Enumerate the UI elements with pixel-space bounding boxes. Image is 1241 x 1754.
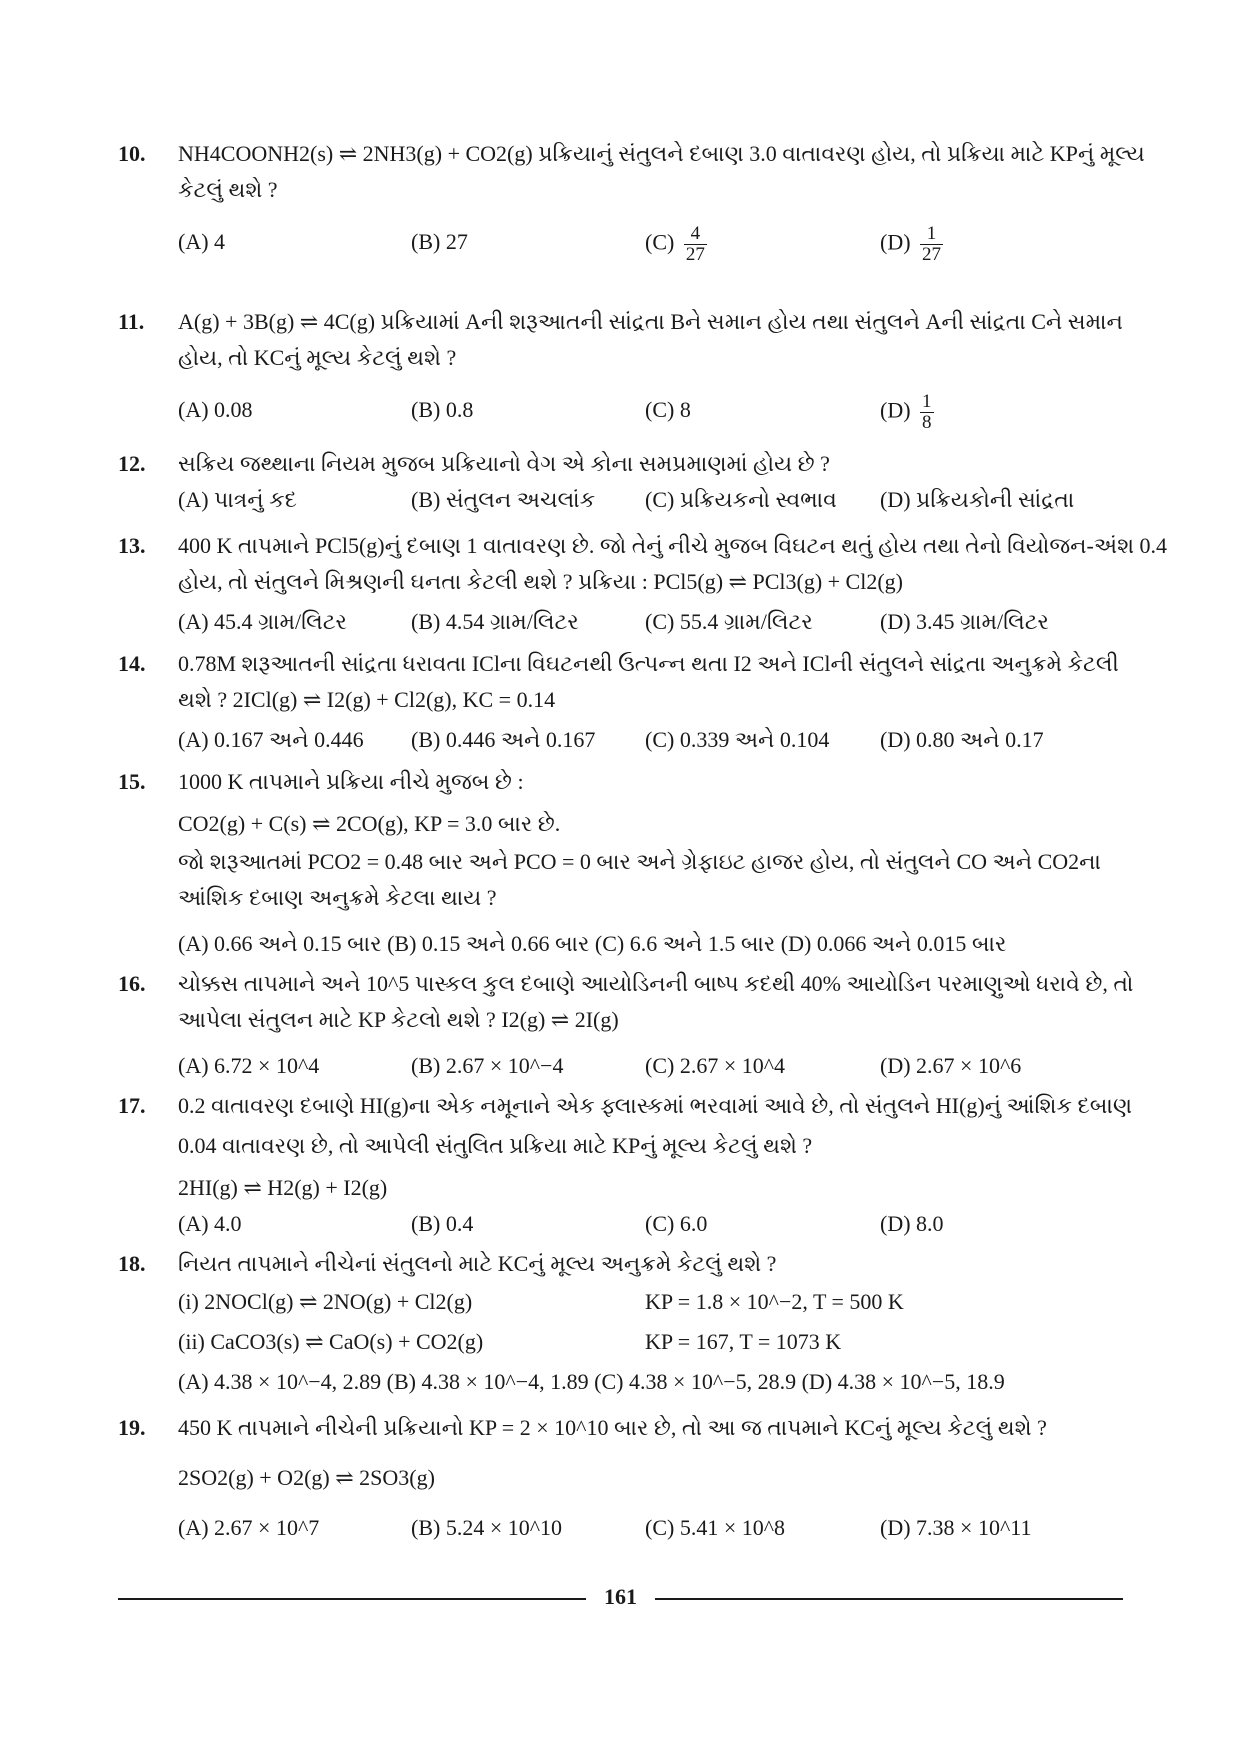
question-text: 0.04 વાતાવરણ છે, તો આપેલી સંતુલિત પ્રક્રિયા માટે KPનું મૂલ્ય કેટલું થશે ? bbox=[178, 1133, 813, 1158]
question-text: આપેલા સંતુલન માટે KP કેટલો થશે ? I2(g) ⇌ 2I(g) bbox=[178, 1007, 619, 1032]
question-number: 13. bbox=[118, 533, 146, 558]
question-15 bbox=[118, 764, 1123, 962]
question-text: સક્રિય જથ્થાના નિયમ મુજબ પ્રક્રિયાનો વેગ એ કોના સમપ્રમાણમાં હોય છે ? bbox=[178, 451, 830, 476]
page-number: 161 bbox=[604, 1584, 637, 1609]
question-12 bbox=[118, 446, 1123, 522]
footer-rule-right bbox=[655, 1598, 1123, 1600]
question-16 bbox=[118, 966, 1134, 1088]
option-d: (D) $\frac{1}{27}$ bbox=[880, 223, 942, 265]
option-b: (B) સંતુલન અચલાંક bbox=[411, 487, 596, 512]
question-18 bbox=[118, 1246, 1123, 1400]
equation: (i) 2NOCl(g) ⇌ 2NO(g) + Cl2(g) bbox=[178, 1289, 473, 1314]
question-11 bbox=[118, 304, 1123, 432]
equilibrium-constant: KP = 167, T = 1073 K bbox=[645, 1329, 842, 1354]
question-13 bbox=[118, 528, 1168, 644]
option-a: (A) 6.72 × 10^4 bbox=[178, 1053, 320, 1078]
question-text: 0.78M શરૂઆતની સાંદ્રતા ધરાવતા IClના વિઘટનથી ઉત્પન્ન થતા I2 અને IClની સંતુલને સાંદ્રતા અનુક્રમે કેટલી bbox=[178, 651, 1119, 676]
options-row bbox=[178, 482, 1123, 522]
question-text: કેટલું થશે ? bbox=[178, 177, 278, 202]
fraction: $\frac{1}{27}$ bbox=[922, 223, 942, 265]
question-number: 11. bbox=[118, 309, 145, 334]
equation: 2SO2(g) + O2(g) ⇌ 2SO3(g) bbox=[178, 1465, 435, 1490]
options-row: (A) 4.38 × 10^−4, 2.89 (B) 4.38 × 10^−4, 1.89 (C) 4.38 × 10^−5, 28.9 (D) 4.38 × 10^−5, 18.9 bbox=[178, 1369, 1005, 1394]
fraction: $\frac{1}{8}$ bbox=[922, 391, 932, 433]
question-text: આંશિક દબાણ અનુક્રમે કેટલા થાય ? bbox=[178, 885, 497, 910]
question-number: 12. bbox=[118, 451, 146, 476]
option-b: (B) 27 bbox=[411, 229, 468, 254]
option-a: (A) 0.08 bbox=[178, 397, 253, 422]
option-d: (D) 0.80 અને 0.17 bbox=[880, 727, 1044, 752]
equation: 2HI(g) ⇌ H2(g) + I2(g) bbox=[178, 1175, 388, 1200]
option-b: (B) 0.8 bbox=[411, 397, 474, 422]
option-a: (A) 2.67 × 10^7 bbox=[178, 1515, 320, 1540]
option-c: (C) $\frac{4}{27}$ bbox=[645, 223, 705, 265]
question-number: 10. bbox=[118, 141, 146, 166]
option-c: (C) 6.0 bbox=[645, 1211, 708, 1236]
option-a: (A) પાત્રનું કદ bbox=[178, 487, 297, 512]
option-a: (A) 45.4 ગ્રામ/લિટર bbox=[178, 609, 347, 634]
question-text: 0.2 વાતાવરણ દબાણે HI(g)ના એક નમૂનાને એક ફ્લાસ્કમાં ભરવામાં આવે છે, તો સંતુલને HI(g)નું આંશિક દબાણ bbox=[178, 1093, 1133, 1118]
question-number: 18. bbox=[118, 1251, 146, 1276]
question-number: 17. bbox=[118, 1093, 146, 1118]
option-c: (C) 55.4 ગ્રામ/લિટર bbox=[645, 609, 813, 634]
option-b: (B) 0.4 bbox=[411, 1211, 474, 1236]
question-19 bbox=[118, 1410, 1123, 1550]
question-number: 15. bbox=[118, 769, 146, 794]
question-text: જો શરૂઆતમાં PCO2 = 0.48 બાર અને PCO = 0 બાર અને ગ્રેફાઇટ હાજર હોય, તો સંતુલને CO અને CO2ના bbox=[178, 849, 1101, 874]
options-row bbox=[178, 224, 1123, 264]
option-d: (D) 2.67 × 10^6 bbox=[880, 1053, 1022, 1078]
question-text: થશે ? 2ICl(g) ⇌ I2(g) + Cl2(g), KC = 0.14 bbox=[178, 687, 556, 712]
options-row bbox=[178, 722, 1123, 762]
option-b: (B) 4.54 ગ્રામ/લિટર bbox=[411, 609, 579, 634]
question-number: 16. bbox=[118, 971, 146, 996]
options-row bbox=[178, 1206, 1123, 1246]
question-text: ચોક્કસ તાપમાને અને 10^5 પાસ્કલ કુલ દબાણે આયોડિનની બાષ્પ કદથી 40% આયોડિન પરમાણુઓ ધરાવે છે, તો bbox=[178, 971, 1134, 996]
question-17 bbox=[118, 1088, 1133, 1246]
question-14 bbox=[118, 646, 1123, 762]
footer-rule-left bbox=[118, 1598, 586, 1600]
question-text: NH4COONH2(s) ⇌ 2NH3(g) + CO2(g) પ્રક્રિયાનું સંતુલને દબાણ 3.0 વાતાવરણ હોય, તો પ્રક્રિયા માટે KPનું મૂલ્ય bbox=[178, 141, 1145, 166]
option-a: (A) 4 bbox=[178, 229, 226, 254]
option-a: (A) 0.167 અને 0.446 bbox=[178, 727, 364, 752]
options-row bbox=[178, 604, 1123, 644]
question-text: હોય, તો KCનું મૂલ્ય કેટલું થશે ? bbox=[178, 345, 457, 370]
equilibrium-constant: KP = 1.8 × 10^−2, T = 500 K bbox=[645, 1289, 904, 1314]
question-text: A(g) + 3B(g) ⇌ 4C(g) પ્રક્રિયામાં Aની શરૂઆતની સાંદ્રતા Bને સમાન હોય તથા સંતુલને Aની સાંદ્રતા Cને સમાન bbox=[178, 309, 1123, 334]
option-a: (A) 4.0 bbox=[178, 1211, 242, 1236]
question-text: 1000 K તાપમાને પ્રક્રિયા નીચે મુજબ છે : bbox=[178, 769, 524, 794]
question-10 bbox=[118, 136, 1145, 265]
option-d: (D) 8.0 bbox=[880, 1211, 944, 1236]
option-c: (C) 2.67 × 10^4 bbox=[645, 1053, 786, 1078]
options-row bbox=[178, 1510, 1123, 1550]
question-text: હોય, તો સંતુલને મિશ્રણની ઘનતા કેટલી થશે ? પ્રક્રિયા : PCl5(g) ⇌ PCl3(g) + Cl2(g) bbox=[178, 569, 903, 594]
option-d: (D) $\frac{1}{8}$ bbox=[880, 391, 932, 433]
option-c: (C) પ્રક્રિયકનો સ્વભાવ bbox=[645, 487, 837, 512]
options-row: (A) 0.66 અને 0.15 બાર (B) 0.15 અને 0.66 બાર (C) 6.6 અને 1.5 બાર (D) 0.066 અને 0.015 બાર bbox=[178, 931, 1007, 956]
option-b: (B) 5.24 × 10^10 bbox=[411, 1515, 563, 1540]
option-d: (D) 7.38 × 10^11 bbox=[880, 1515, 1032, 1540]
equation: CO2(g) + C(s) ⇌ 2CO(g), KP = 3.0 બાર છે. bbox=[178, 811, 561, 836]
equation-row bbox=[178, 1284, 1123, 1324]
question-text: નિયત તાપમાને નીચેનાં સંતુલનો માટે KCનું મૂલ્ય અનુક્રમે કેટલું થશે ? bbox=[178, 1251, 777, 1276]
options-row bbox=[178, 1048, 1123, 1088]
equation: (ii) CaCO3(s) ⇌ CaO(s) + CO2(g) bbox=[178, 1329, 484, 1354]
question-text: 400 K તાપમાને PCl5(g)નું દબાણ 1 વાતાવરણ છે. જો તેનું નીચે મુજબ વિઘટન થતું હોય તથા તેનો વિયોજન-અંશ 0.4 bbox=[178, 533, 1168, 558]
option-c: (C) 8 bbox=[645, 397, 691, 422]
option-b: (B) 0.446 અને 0.167 bbox=[411, 727, 596, 752]
option-d: (D) 3.45 ગ્રામ/લિટર bbox=[880, 609, 1049, 634]
options-row bbox=[178, 392, 1123, 432]
equation-row bbox=[178, 1324, 1123, 1364]
question-number: 14. bbox=[118, 651, 146, 676]
fraction: $\frac{4}{27}$ bbox=[685, 223, 705, 265]
option-b: (B) 2.67 × 10^−4 bbox=[411, 1053, 564, 1078]
question-text: 450 K તાપમાને નીચેની પ્રક્રિયાનો KP = 2 × 10^10 બાર છે, તો આ જ તાપમાને KCનું મૂલ્ય કેટલું થશે ? bbox=[178, 1415, 1047, 1440]
question-number: 19. bbox=[118, 1415, 146, 1440]
option-d: (D) પ્રક્રિયકોની સાંદ્રતા bbox=[880, 487, 1075, 512]
option-c: (C) 0.339 અને 0.104 bbox=[645, 727, 830, 752]
option-c: (C) 5.41 × 10^8 bbox=[645, 1515, 786, 1540]
